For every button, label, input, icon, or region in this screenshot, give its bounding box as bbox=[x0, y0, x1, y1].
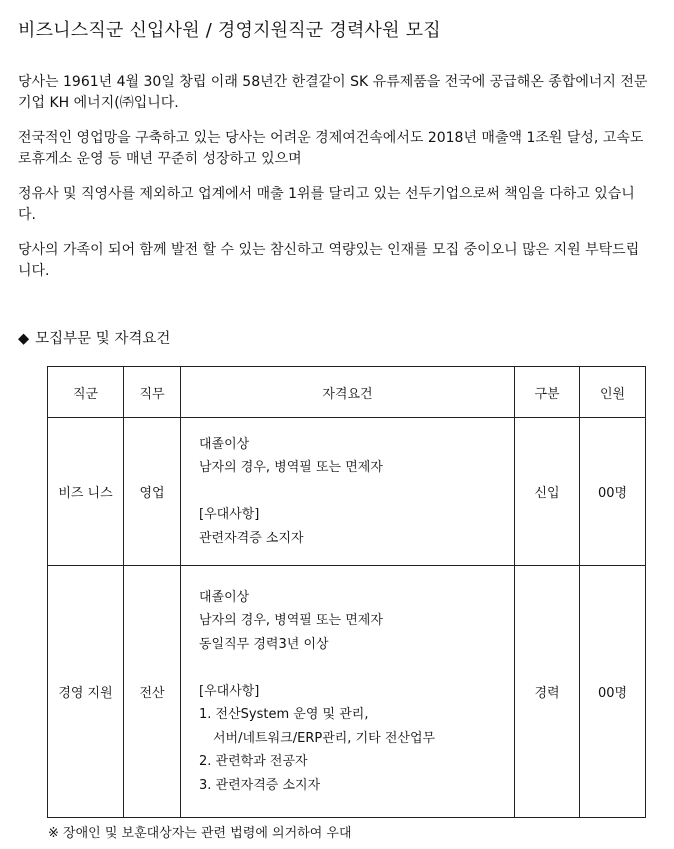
section-heading bbox=[18, 327, 170, 348]
intro-paragraph: 전국적인 영업망을 구축하고 있는 당사는 어려운 경제여건속에서도 2018년 매출액 1조원 달성, 고속도로휴게소 운영 등 매년 꾸준히 성장하고 있으며 bbox=[18, 130, 644, 167]
header-type: 구분 bbox=[515, 367, 580, 418]
cell-duty: 전산 bbox=[124, 566, 181, 818]
cell-type: 경력 bbox=[515, 566, 580, 818]
table-row bbox=[48, 566, 646, 818]
preference-title: [우대사항] bbox=[199, 507, 260, 523]
preference-line: 3. 관련자격증 소지자 bbox=[199, 777, 321, 793]
header-requirements: 자격요건 bbox=[181, 367, 515, 418]
cell-requirements bbox=[181, 566, 515, 818]
cell-group: 경영 지원 bbox=[48, 566, 124, 818]
header-count: 인원 bbox=[580, 367, 646, 418]
intro-paragraph: 정유사 및 직영사를 제외하고 업계에서 매출 1위를 달리고 있는 선두기업으로써 책임을 다하고 있습니다. bbox=[18, 186, 635, 223]
cell-count: 00명 bbox=[580, 418, 646, 566]
cell-group: 비즈 니스 bbox=[48, 418, 124, 566]
cell-requirements bbox=[181, 418, 515, 566]
section-heading-text: 모집부문 및 자격요건 bbox=[35, 331, 171, 347]
cell-type: 신입 bbox=[515, 418, 580, 566]
recruitment-table bbox=[47, 366, 646, 818]
page-title: 비즈니스직군 신입사원 / 경영지원직군 경력사원 모집 bbox=[18, 20, 441, 41]
preference-line: 2. 관련학과 전공자 bbox=[199, 754, 308, 770]
preference-title: [우대사항] bbox=[199, 683, 260, 699]
preference-line: 1. 전산System 운영 및 관리, bbox=[199, 707, 369, 723]
intro-text bbox=[18, 72, 650, 296]
table-header-row bbox=[48, 367, 646, 418]
spacer bbox=[199, 656, 504, 680]
intro-paragraph: 당사는 1961년 4월 30일 창립 이래 58년간 한결같이 SK 유류제품을 전국에 공급해온 종합에너지 전문기업 KH 에너지(㈜입니다. bbox=[18, 74, 648, 111]
table-row bbox=[48, 418, 646, 566]
cell-duty: 영업 bbox=[124, 418, 181, 566]
requirement-line: 대졸이상 bbox=[199, 589, 250, 605]
header-group: 직군 bbox=[48, 367, 124, 418]
requirement-line: 동일직무 경력3년 이상 bbox=[199, 636, 329, 652]
footnote: ※ 장애인 및 보훈대상자는 관련 법령에 의거하여 우대 bbox=[48, 826, 352, 841]
preference-line: 서버/네트워크/ERP관리, 기타 전산업무 bbox=[213, 730, 436, 746]
requirement-line: 남자의 경우, 병역필 또는 면제자 bbox=[199, 460, 383, 476]
intro-paragraph: 당사의 가족이 되어 함께 발전 할 수 있는 참신하고 역량있는 인재를 모집 중이오니 많은 지원 부탁드립니다. bbox=[18, 242, 640, 279]
requirement-line: 남자의 경우, 병역필 또는 면제자 bbox=[199, 613, 383, 629]
spacer bbox=[199, 480, 504, 504]
requirement-line: 대졸이상 bbox=[199, 436, 250, 452]
cell-count: 00명 bbox=[580, 566, 646, 818]
diamond-bullet-icon: ◆ bbox=[18, 331, 30, 347]
header-duty: 직무 bbox=[124, 367, 181, 418]
preference-line: 관련자격증 소지자 bbox=[199, 530, 304, 546]
